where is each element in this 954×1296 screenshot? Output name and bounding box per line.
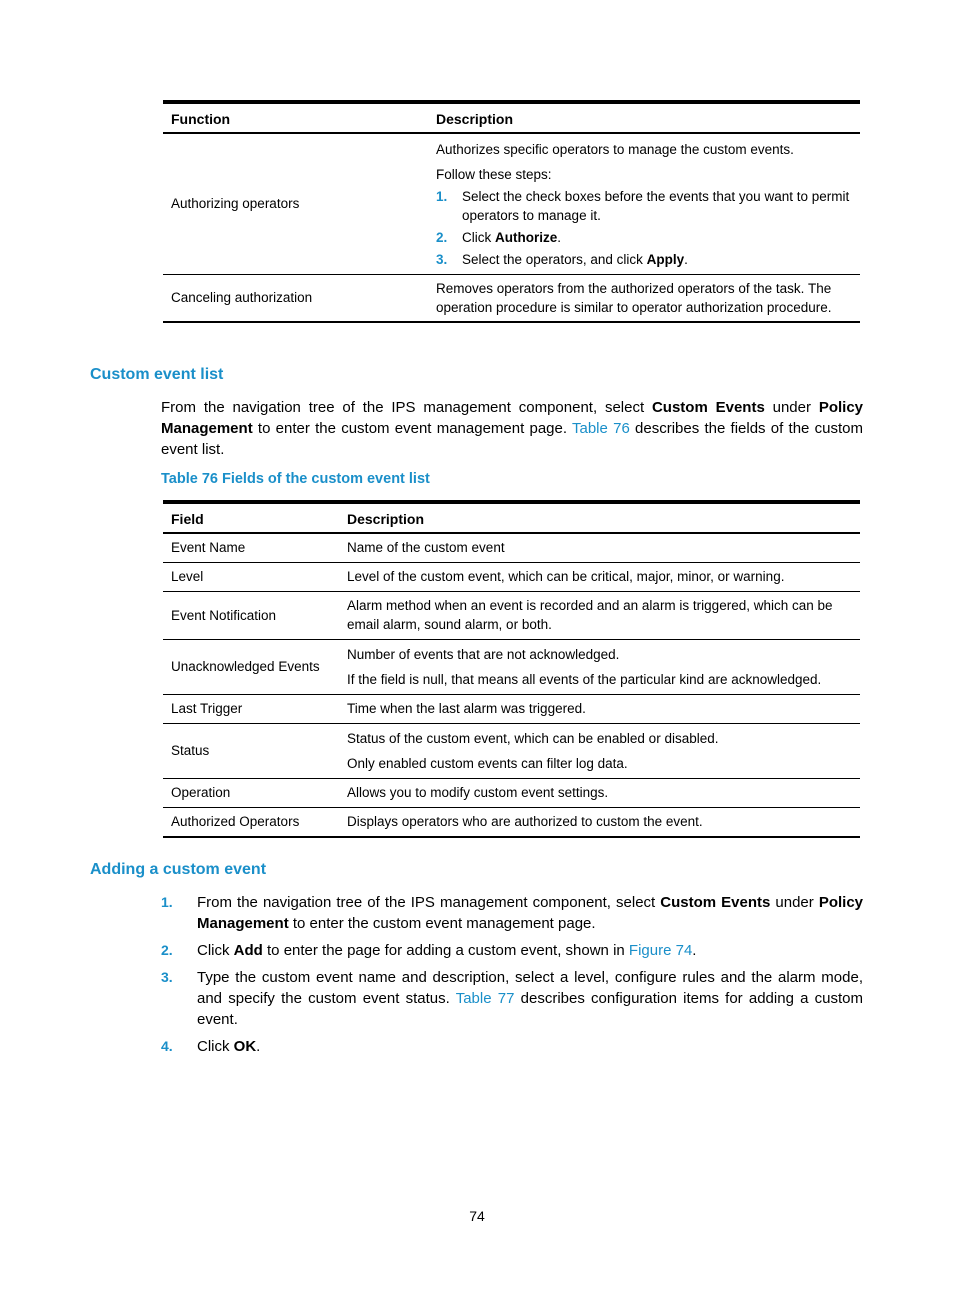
step-number: 1. [436, 189, 448, 205]
field-cell: Operation [163, 778, 339, 807]
step-text: Select the operators, and click [462, 252, 647, 268]
procedure-steps [161, 892, 863, 1057]
function-cell: Canceling authorization [163, 274, 428, 322]
field-cell: Last Trigger [163, 694, 339, 723]
page-number: 74 [469, 1208, 485, 1224]
field-cell: Event Name [163, 533, 339, 562]
table-row [163, 807, 860, 837]
paragraph-text: describes the fields of the custom event list. [161, 420, 863, 458]
description-text: Only enabled custom events can filter log data. [347, 755, 628, 771]
description-text: Alarm method when an event is recorded and an alarm is triggered, which can be email alarm, sound alarm, or both. [347, 598, 833, 632]
description-text: Displays operators who are authorized to custom the event. [347, 814, 703, 830]
step-number: 4. [161, 1038, 173, 1054]
ui-term-authorize: Authorize [495, 230, 558, 246]
description-text: Removes operators from the authorized operators of the task. The operation procedure is similar to operator authorization procedure. [436, 280, 832, 315]
description-cell [339, 694, 860, 723]
section-heading-custom-event-list: Custom event list [90, 366, 224, 383]
description-intro: Authorizes specific operators to manage the custom events. [436, 142, 794, 158]
section-heading-adding-custom-event: Adding a custom event [90, 861, 267, 878]
list-item [436, 250, 852, 269]
fields-table [163, 500, 860, 838]
description-text: Level of the custom event, which can be critical, major, minor, or warning. [347, 569, 785, 584]
table-76-link[interactable]: Table 76 [572, 420, 630, 437]
step-number: 2. [436, 230, 448, 246]
table-row [163, 274, 860, 322]
column-header-function: Function [163, 102, 428, 133]
table-row [163, 694, 860, 723]
function-table [163, 100, 860, 323]
field-cell: Event Notification [163, 591, 339, 639]
description-text: Allows you to modify custom event settings. [347, 785, 609, 800]
step-number: 1. [161, 894, 173, 910]
step-text: . [692, 942, 697, 959]
table-row [163, 133, 860, 274]
table-caption: Table 76 Fields of the custom event list [161, 471, 430, 487]
description-cell [339, 723, 860, 778]
step-text: under [770, 894, 819, 911]
paragraph-text: From the navigation tree of the IPS management component, select [161, 399, 652, 416]
paragraph-text: under [764, 399, 819, 416]
step-text: to enter the page for adding a custom event, shown in [262, 942, 629, 959]
follow-steps-label: Follow these steps: [436, 167, 552, 183]
step-text: to enter the custom event management page. [288, 915, 596, 932]
table-row [163, 723, 860, 778]
column-header-description: Description [339, 502, 860, 533]
body-paragraph [161, 397, 863, 460]
description-cell [339, 562, 860, 591]
figure-74-link[interactable]: Figure 74 [628, 942, 693, 959]
step-text: Click [462, 230, 495, 246]
table-row [163, 639, 860, 694]
list-item [436, 228, 852, 247]
description-cell [339, 807, 860, 837]
description-text: Number of events that are not acknowledged. [347, 646, 620, 662]
description-text: Status of the custom event, which can be enabled or disabled. [347, 730, 719, 746]
step-text: From the navigation tree of the IPS management component, select [197, 894, 661, 911]
step-text: describes configuration items for adding a custom event. [197, 990, 863, 1028]
ui-term-custom-events: Custom Events [660, 894, 771, 911]
field-cell: Status [163, 723, 339, 778]
step-text: Click [197, 942, 234, 959]
description-text: Name of the custom event [347, 540, 505, 556]
list-item [161, 940, 863, 961]
step-text: Select the check boxes before the events that you want to permit operators to manage it. [462, 189, 850, 224]
step-text: Type the custom event name and description, select a level, configure rules and the alarm mode, and specify the custom event status. [197, 969, 863, 1007]
description-cell [339, 533, 860, 562]
table-row [163, 778, 860, 807]
function-cell: Authorizing operators [163, 133, 428, 274]
ui-term-add: Add [233, 942, 263, 959]
column-header-description: Description [428, 102, 860, 133]
description-cell [428, 274, 860, 322]
table-77-link[interactable]: Table 77 [455, 990, 515, 1007]
list-item [161, 1036, 863, 1057]
table-header-row [163, 102, 860, 133]
step-text: . [557, 230, 562, 246]
description-cell [339, 778, 860, 807]
ui-term-apply: Apply [646, 252, 685, 268]
step-text: Click [197, 1038, 234, 1055]
step-text: . [256, 1038, 261, 1055]
step-number: 2. [161, 942, 173, 958]
ui-term-ok: OK [233, 1038, 257, 1055]
list-item [161, 892, 863, 934]
ui-term-policy-management: Policy Management [161, 399, 863, 437]
column-header-field: Field [163, 502, 339, 533]
list-item [436, 187, 852, 225]
field-cell: Authorized Operators [163, 807, 339, 837]
field-cell: Level [163, 562, 339, 591]
step-text: . [684, 252, 688, 268]
ui-term-custom-events: Custom Events [651, 399, 765, 416]
step-number: 3. [436, 252, 448, 268]
ui-term-policy-management: Policy Management [197, 894, 863, 932]
table-row [163, 591, 860, 639]
description-cell [339, 591, 860, 639]
description-cell [428, 133, 860, 274]
description-text: If the field is null, that means all events of the particular kind are acknowledged. [347, 671, 822, 687]
paragraph-text: to enter the custom event management page. [252, 420, 572, 437]
authorize-steps [436, 187, 852, 269]
table-header-row [163, 502, 860, 533]
table-row [163, 533, 860, 562]
step-number: 3. [161, 969, 173, 985]
description-text: Time when the last alarm was triggered. [347, 701, 586, 716]
table-row [163, 562, 860, 591]
field-cell: Unacknowledged Events [163, 639, 339, 694]
description-cell [339, 639, 860, 694]
list-item [161, 967, 863, 1030]
